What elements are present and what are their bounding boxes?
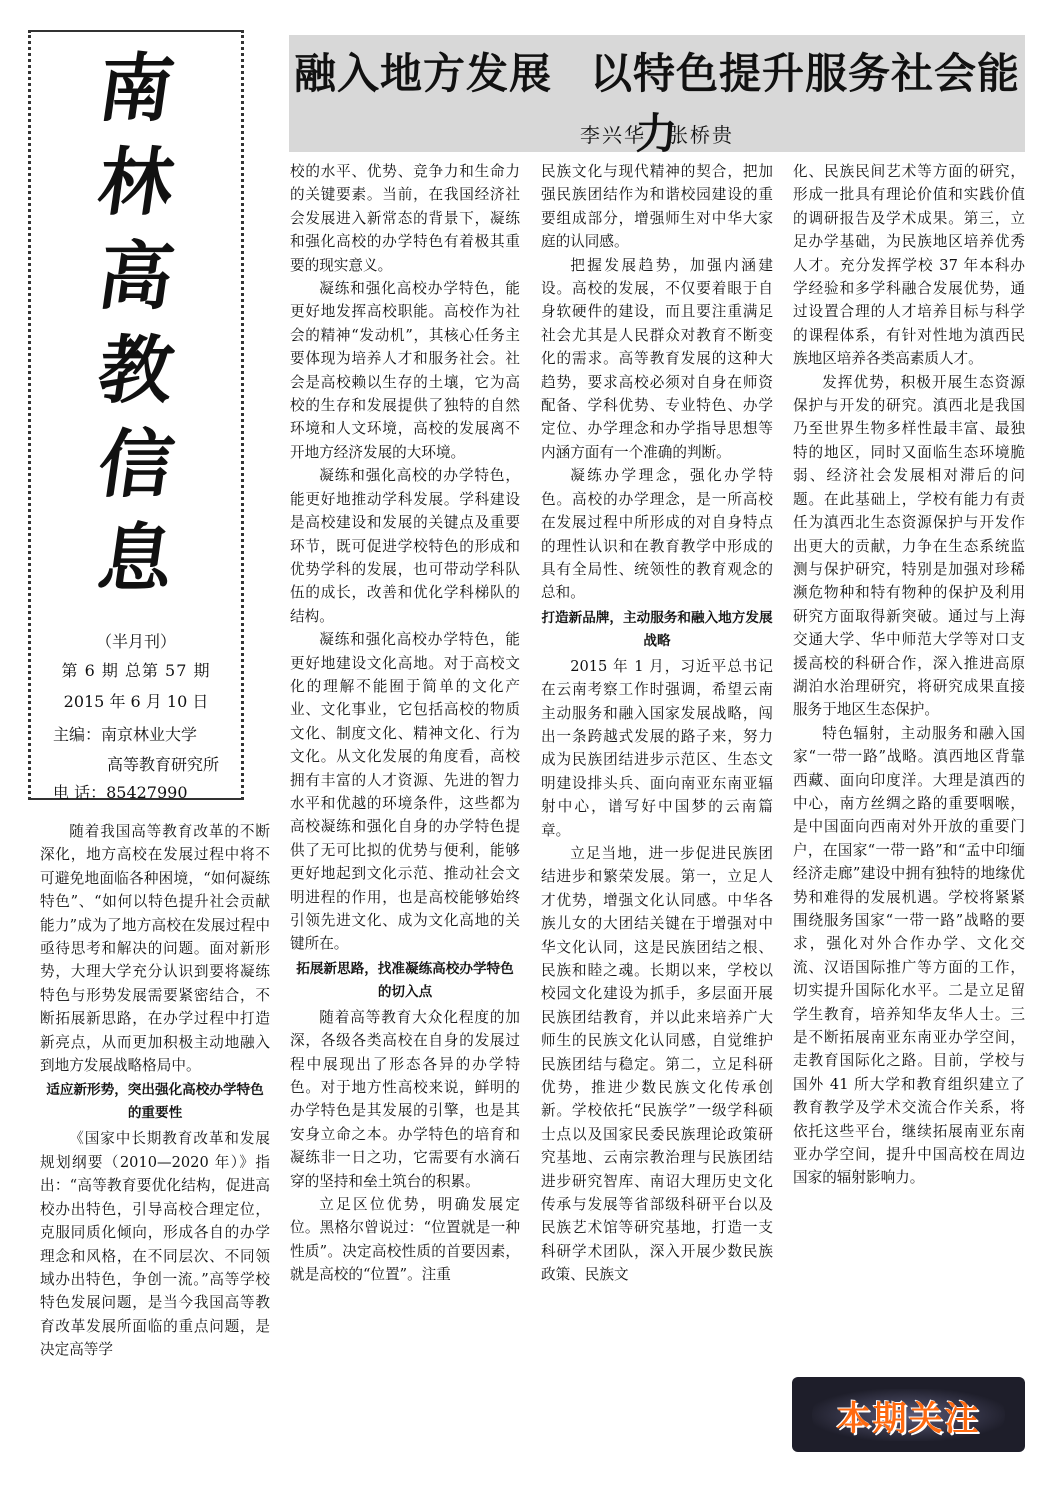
column-1	[40, 820, 270, 1362]
paragraph: 民族文化与现代精神的契合，把加强民族团结作为和谐校园建设的重要组成部分，增强师生对中华大家庭的认同感。	[541, 163, 773, 251]
paragraph: 凝练和强化高校的办学特色，能更好地推动学科发展。学科建设是高校建设和发展的关键点及重要环节，既可促进学校特色的形成和优势学科的发展，也可带动学科队伍的成长，改善和优化学科梯队的结构。	[290, 467, 520, 625]
phone-number: 电 话：85427990	[53, 783, 188, 802]
section-heading: 打造新品牌，主动服务和融入地方发展战略	[541, 609, 773, 649]
paragraph: 立足当地，进一步促进民族团结进步和繁荣发展。第一，立足人才优势，增强文化认同感。中华各族儿女的大团结关键在于增强对中华文化认同，这是民族团结之根、民族和睦之魂。长期以来，学校以校园文化建设为抓手，多层面开展民族团结教育，并以此来培养广大师生的民族文化认同感，自觉维护民族团结与稳定。第二，立足科研优势，推进少数民族文化传承创新。学校依托“民族学”一级学科硕士点以及国家民委民族理论政策研究基地、云南宗教治理与民族团结进步研究智库、南诏大理历史文化传承与发展等省部级科研平台以及民族艺术馆等研究基地，打造一支科研学术团队，深入开展少数民族政策、民族文	[541, 844, 773, 1284]
column-3	[541, 160, 773, 1287]
paragraph: 立足区位优势，明确发展定位。黑格尔曾说过：“位置就是一种性质”。决定高校性质的首要因素，就是高校的“位置”。注重	[290, 1196, 520, 1284]
headline-banner	[289, 35, 1025, 158]
editor-label: 主编：	[53, 725, 102, 744]
paragraph: 2015 年 1 月，习近平总书记在云南考察工作时强调，希望云南主动服务和融入国家发展战略，闯出一条跨越式发展的路子来，努力成为民族团结进步示范区、生态文明建设排头兵、面向南亚东南亚辐射中心，谱写好中国梦的云南篇章。	[541, 657, 773, 839]
author-name: 张桥贵	[668, 123, 734, 147]
paragraph: 化、民族民间艺术等方面的研究，形成一批具有理论价值和实践价值的调研报告及学术成果。第三，立足办学基础，为民族地区培养优秀人才。充分发挥学校 37 年本科办学经验和多学科融合发展优势，通过设置合理的人才培养目标与科学的课程体系，有针对性地为滇西民族地区培养各类高素质人才。	[793, 163, 1025, 368]
paragraph: 凝练和强化高校办学特色，能更好地发挥高校职能。高校作为社会的精神“发动机”，其核心任务主要体现为培养人才和服务社会。社会是高校赖以生存的土壤，它为高校的生存和发展提供了独特的自然环境和人文环境，高校的发展离不开地方经济发展的大环境。	[290, 280, 520, 461]
issue-date: 2015 年 6 月 10 日	[63, 692, 209, 711]
paragraph: 随着我国高等教育改革的不断深化，地方高校在发展过程中将不可避免地面临各种困境，“如何凝练特色”、“如何以特色提升社会贡献能力”成为了地方高校在发展过程中亟待思考和解决的问题。面对新形势，大理大学充分认识到要将凝练特色与形势发展需要紧密结合，不断拓展新思路，在办学过程中打造新亮点，从而更加积极主动地融入到地方发展战略格局中。	[40, 823, 270, 1075]
paragraph: 把握发展趋势，加强内涵建设。高校的发展，不仅要着眼于自身软硬件的建设，而且要注重满足社会尤其是人民群众对教育不断变化的需求。高等教育发展的这种大趋势，要求高校必须对自身在师资配备、学科优势、专业特色、办学定位、办学理念和办学指导思想等内涵方面有一个准确的判断。	[541, 256, 773, 461]
editor-line1: 南京林业大学	[101, 725, 198, 744]
paragraph: 《国家中长期教育改革和发展规划纲要（2010—2020 年）》指出：“高等教育要优化结构，促进高校办出特色，引导高校合理定位，克服同质化倾向，形成各自的办学理念和风格，在不同层次、不同领域办出特色，争创一流。”高等学校特色发展问题，是当今我国高等教育改革发展所面临的重点问题，是决定高等学	[40, 1130, 270, 1359]
article-authors	[289, 119, 1025, 148]
masthead-title	[41, 42, 231, 606]
masthead-char: 高	[92, 234, 180, 320]
column-2	[290, 160, 520, 1287]
section-heading: 拓展新思路，找准凝练高校办学特色的切入点	[296, 960, 514, 1000]
masthead	[41, 42, 231, 802]
masthead-frame	[28, 30, 244, 800]
masthead-char: 息	[92, 516, 180, 602]
section-heading: 适应新形势，突出强化高校办学特色的重要性	[46, 1082, 264, 1122]
issue-number: 第 6 期 总第 57 期	[61, 661, 211, 680]
article-title-part2: 以特色提升服务社会能力	[590, 49, 1021, 158]
paragraph: 随着高等教育大众化程度的加深，各级各类高校在自身的发展过程中展现出了形态各异的办学特色。对于地方性高校来说，鲜明的办学特色是其发展的引擎，也是其安身立命之本。办学特色的培育和凝练非一日之功，它需要有水滴石穿的坚持和垒土筑台的积累。	[290, 1008, 520, 1190]
editor-line2: 高等教育研究所	[107, 755, 220, 774]
paragraph: 凝练和强化高校办学特色，能更好地建设文化高地。对于高校文化的理解不能囿于简单的文化产业、文化事业，它包括高校的物质文化、制度文化、精神文化、行为文化。从文化发展的角度看，高校拥有丰富的人才资源、先进的智力水平和优越的环境条件，这些都为高校凝练和强化自身的办学特色提供了无可比拟的优势与便利，能够更好地起到文化示范、推动社会文明进程的作用，也是高校能够始终引领先进文化、成为文化高地的关键所在。	[290, 631, 520, 953]
masthead-char: 南	[92, 46, 180, 132]
masthead-char: 教	[92, 328, 180, 414]
publication-frequency: （半月刊）	[95, 632, 176, 651]
column-4	[793, 160, 1025, 1190]
masthead-char: 林	[92, 140, 180, 226]
editor-info	[53, 720, 219, 780]
paragraph: 特色辐射，主动服务和融入国家“一带一路”战略。滇西地区背靠西藏、面向印度洋。大理是滇西的中心，南方丝绸之路的重要咽喉，是中国面向西南对外开放的重要门户，在国家“一带一路”和“孟中印缅经济走廊”建设中拥有独特的地缘优势和难得的发展机遇。学校将紧紧围绕服务国家“一带一路”战略的要求，强化对外合作办学、文化交流、汉语国际推广等方面的工作，切实提升国际化水平。二是立足留学生教育，培养知华友华人士。三是不断拓展南亚东南亚办学空间，走教育国际化之路。目前，学校与国外 41 所大学和教育组织建立了教育教学及学术交流合作关系，将依托这些平台，继续拓展南亚东南亚办学空间，提升中国高校在周边国家的辐射影响力。	[793, 724, 1025, 1187]
author-name: 李兴华	[580, 123, 646, 147]
paragraph: 凝练办学理念，强化办学特色。高校的办学理念，是一所高校在发展过程中所形成的对自身特点的理性认识和在教育教学中形成的具有全局性、统领性的教育观念的总和。	[541, 467, 773, 602]
focus-badge	[792, 1377, 1025, 1452]
masthead-char: 信	[92, 422, 180, 508]
focus-badge-text: 本期关注	[836, 1399, 981, 1439]
article-title-part1: 融入地方发展	[293, 49, 552, 98]
paragraph: 校的水平、优势、竞争力和生命力的关键要素。当前，在我国经济社会发展进入新常态的背景下，凝练和强化高校的办学特色有着极其重要的现实意义。	[290, 163, 520, 274]
paragraph: 发挥优势，积极开展生态资源保护与开发的研究。滇西北是我国乃至世界生物多样性最丰富、最独特的地区，同时又面临生态环境脆弱、经济社会发展相对滞后的问题。在此基础上，学校有能力有责任为滇西北生态资源保护与开发作出更大的贡献，力争在生态系统监测与保护研究，特别是加强对珍稀濒危物种和特有物种的保护及利用研究方面取得新突破。通过与上海交通大学、华中师范大学等对口支援高校的科研合作，深入推进高原湖泊水治理研究，将研究成果直接服务于地区生态保护。	[793, 373, 1025, 719]
